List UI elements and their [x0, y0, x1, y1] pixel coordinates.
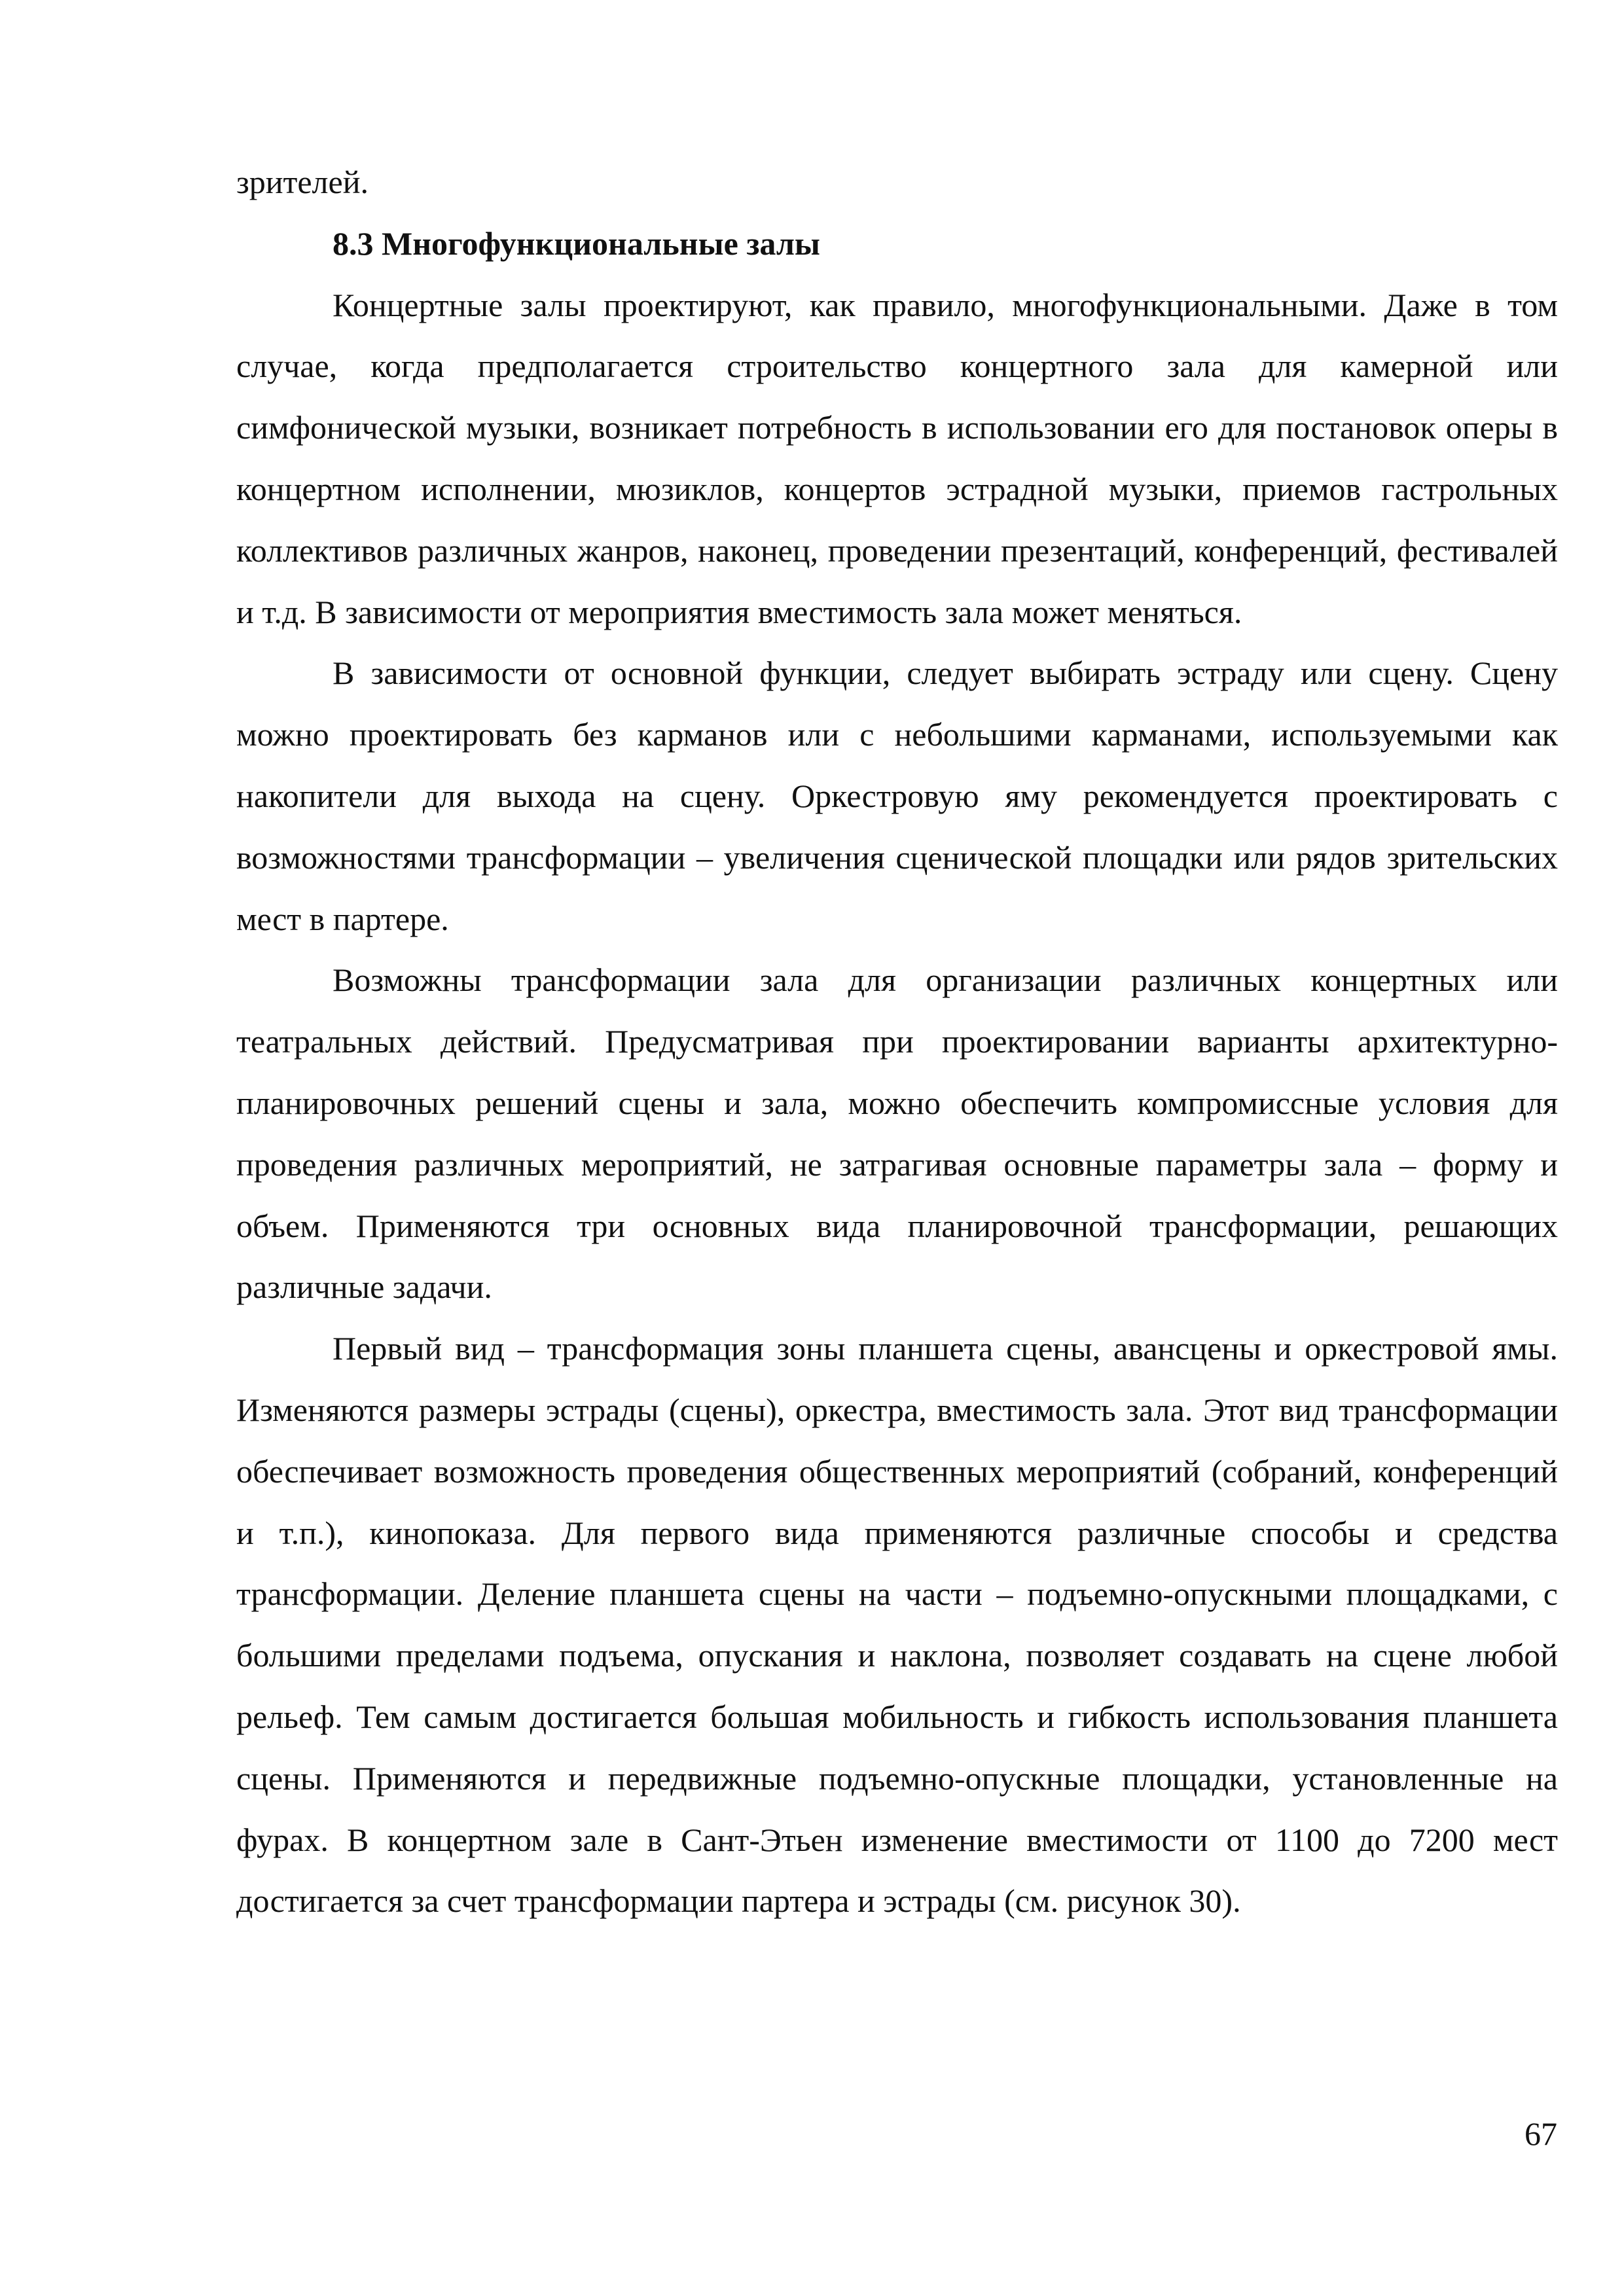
section-heading: 8.3 Многофункциональные залы — [333, 224, 820, 262]
paragraph-2: В зависимости от основной функции, следует выбирать эстраду или сцену. Сцену можно проектировать без карманов или с небольшими карманами, используемыми как накопители для выхода на сцену. Оркестровую яму рекомендуется проектировать с возможностями трансформации – увеличения сценической площадки или рядов зрительских мест в партере. — [236, 655, 1558, 937]
paragraph-4: Первый вид – трансформация зоны планшета сцены, авансцены и оркестровой ямы. Изменяются размеры эстрады (сцены), оркестра, вместимость зала. Этот вид трансформации обеспечивает возможность проведения общественных мероприятий (собраний, конференций и т.п.), кинопоказа. Для первого вида применяются различные способы и средства трансформации. Деление планшета сцены на части – подъемно-опускными площадками, с большими пределами подъема, опускания и наклона, позволяет создавать на сцене любой рельеф. Тем самым достигается большая мобильность и гибкость использования планшета сцены. Применяются и передвижные подъемно-опускные площадки, установленные на фурах. В концертном зале в Сант-Этьен изменение вместимости от 1100 до 7200 мест достигается за счет трансформации партера и эстрады (см. рисунок 30). — [236, 1330, 1558, 1920]
continuation-text: зрителей. — [236, 164, 369, 200]
paragraph-3: Возможны трансформации зала для организации различных концертных или театральных действий. Предусматривая при проектировании варианты архитектурно-планировочных решений сцены и зала, можно обеспечить компромиссные условия для проведения различных мероприятий, не затрагивая основные параметры зала – форму и объем. Применяются три основных вида планировочной трансформации, решающих различные задачи. — [236, 961, 1558, 1306]
paragraph-1: Концертные залы проектируют, как правило, многофункциональными. Даже в том случае, когда предполагается строительство концертного зала для камерной или симфонической музыки, возникает потребность в использовании его для постановок оперы в концертном исполнении, мюзиклов, концертов эстрадной музыки, приемов гастрольных коллективов различных жанров, наконец, проведении презентаций, конференций, фестивалей и т.д. В зависимости от мероприятия вместимость зала может меняться. — [236, 286, 1558, 630]
page-body — [236, 152, 1558, 1932]
page-number: 67 — [1525, 2115, 1557, 2152]
